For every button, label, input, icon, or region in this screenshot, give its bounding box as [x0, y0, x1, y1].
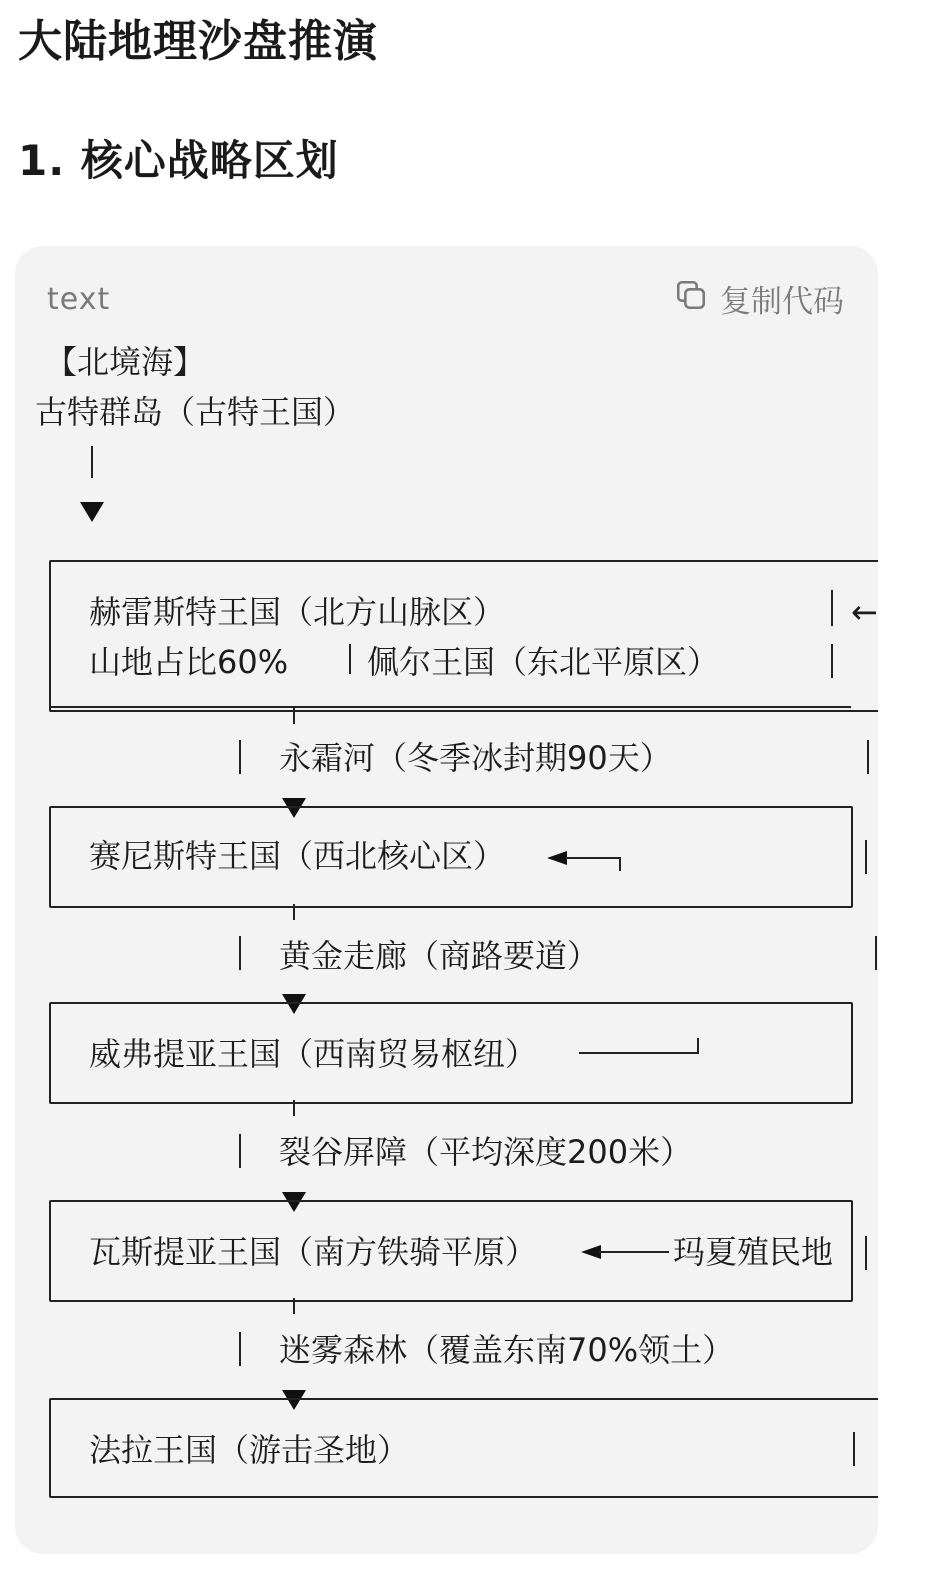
- arrow-line: [599, 1251, 669, 1253]
- down-arrow-icon: [80, 502, 104, 522]
- fala-kingdom-label: 法拉王国（游击圣地）: [89, 1431, 410, 1469]
- arrow-line: [697, 1038, 699, 1054]
- connector-line: [293, 904, 295, 920]
- maxia-colony-label: 玛夏殖民地: [673, 1233, 834, 1271]
- territory-diagram: [15, 246, 878, 1554]
- arrow-line: [619, 857, 621, 871]
- left-arrow-icon: [547, 851, 567, 865]
- wasi-kingdom-label: 瓦斯提亚王国（南方铁骑平原）: [89, 1233, 538, 1271]
- box-bottom-line: [49, 706, 851, 708]
- gold-corridor-label: 黄金走廊（商路要道）: [279, 937, 600, 975]
- weifu-kingdom-label: 威弗提亚王国（西南贸易枢纽）: [89, 1035, 538, 1073]
- left-arrow-icon: ←: [851, 593, 878, 631]
- region-box-north: [49, 560, 878, 712]
- code-block: [15, 246, 878, 1554]
- mountain-ratio-label: 山地占比60%: [89, 643, 289, 681]
- connector-line: [875, 936, 877, 970]
- connector-line: [239, 1332, 241, 1366]
- islands-label: 古特群岛（古特王国）: [35, 393, 356, 431]
- section-heading: 1. 核心战略区划: [18, 136, 339, 185]
- connector-line: [865, 840, 867, 874]
- cell-divider: [349, 644, 351, 674]
- code-language-label: text: [47, 282, 111, 317]
- arrow-line: [565, 857, 621, 859]
- connector-line: [293, 708, 295, 724]
- page-title: 大陆地理沙盘推演: [18, 16, 378, 67]
- connector-line: [239, 936, 241, 970]
- hesti-kingdom-label: 赫雷斯特王国（北方山脉区）: [89, 593, 506, 631]
- left-arrow-icon: [581, 1245, 601, 1259]
- connector-line: [293, 1298, 295, 1314]
- river-label: 永霜河（冬季冰封期90天）: [279, 739, 672, 777]
- connector-line: [239, 1134, 241, 1168]
- copy-code-label: 复制代码: [720, 284, 844, 320]
- box-divider: [831, 590, 833, 626]
- connector-line: [293, 1100, 295, 1116]
- peier-kingdom-label: 佩尔王国（东北平原区）: [367, 643, 720, 681]
- arrow-line: [579, 1052, 699, 1054]
- sea-label: 【北境海】: [45, 343, 206, 381]
- box-divider: [853, 1432, 855, 1466]
- saini-kingdom-label: 赛尼斯特王国（西北核心区）: [89, 837, 506, 875]
- connector-line: [239, 740, 241, 774]
- connector-line: [91, 446, 93, 478]
- box-divider: [831, 644, 833, 678]
- rift-label: 裂谷屏障（平均深度200米）: [279, 1133, 693, 1171]
- connector-line: [865, 1236, 867, 1270]
- connector-line: [867, 740, 869, 774]
- fog-forest-label: 迷雾森林（覆盖东南70%领土）: [279, 1331, 735, 1369]
